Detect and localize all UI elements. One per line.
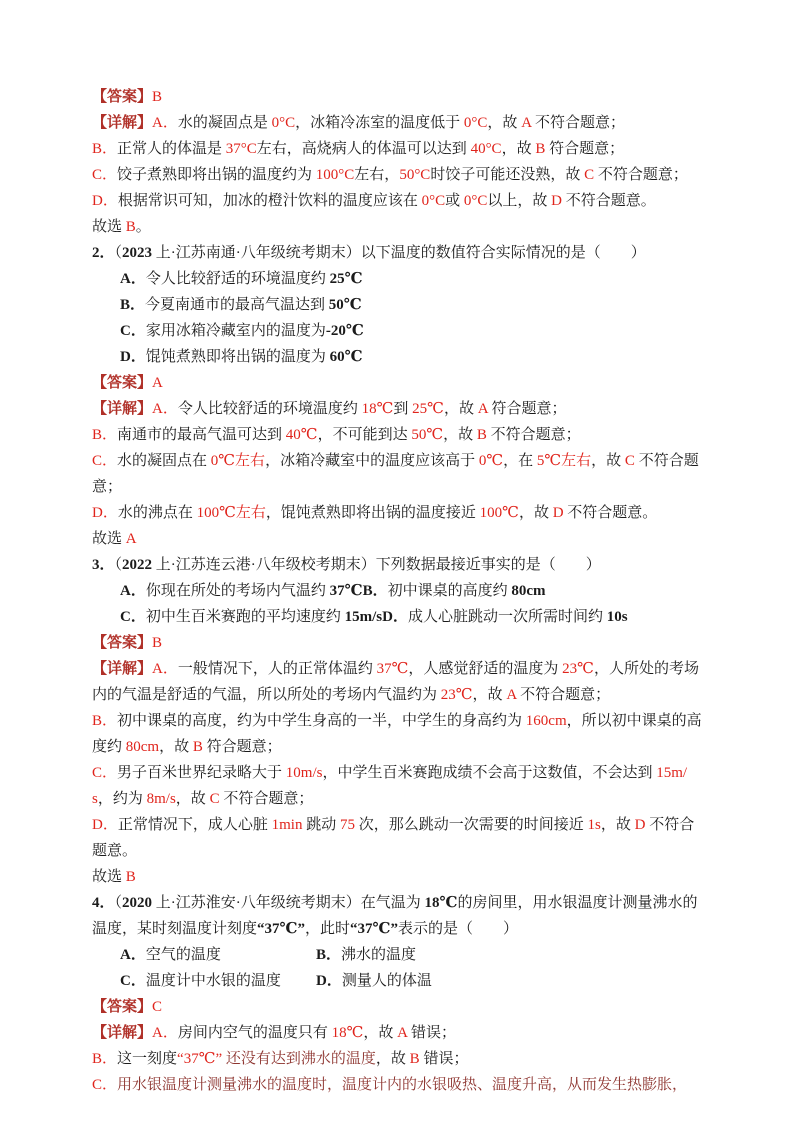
text-segment: 不符合题意； bbox=[594, 167, 688, 183]
text-segment: ，馄饨煮熟即将出锅的温度接近 bbox=[265, 505, 480, 521]
text-segment: ，人感觉舒适的温度为 bbox=[408, 661, 563, 677]
text-segment: 水的凝固点是 bbox=[177, 115, 272, 131]
text-segment: A． bbox=[120, 583, 146, 599]
text-segment: A bbox=[521, 115, 532, 131]
question-stem-q3 bbox=[92, 552, 706, 578]
text-segment: 南通市的最高气温可达到 bbox=[117, 427, 286, 443]
text-segment: 2022 bbox=[122, 557, 153, 573]
text-segment: ，故 bbox=[518, 505, 553, 521]
text-segment: 0°C bbox=[271, 115, 296, 131]
text-segment: 37℃ bbox=[329, 583, 363, 599]
text-segment: 左右，高烧病人的体温可以达到 bbox=[256, 141, 471, 157]
text-segment: 50℃ bbox=[328, 297, 362, 313]
text-segment: 令人比较舒适的环境温度约 bbox=[145, 271, 330, 287]
text-segment: 不符合题意； bbox=[92, 453, 699, 495]
text-segment: ，故 bbox=[363, 1025, 398, 1041]
text-segment: 23℃ bbox=[440, 687, 473, 703]
explanation-q3-c bbox=[92, 760, 706, 812]
text-segment: 上·江苏淮安·八年级统考期末）在气温为 bbox=[152, 895, 425, 911]
text-segment: 左右， bbox=[354, 167, 400, 183]
explanation-q2-d bbox=[92, 500, 706, 526]
text-segment: ，故 bbox=[375, 1051, 410, 1067]
text-segment: D bbox=[551, 193, 563, 209]
text-segment: 75 bbox=[339, 817, 355, 833]
question-stem-q2 bbox=[92, 240, 706, 266]
text-segment: 根据常识可知，加冰的橙汁饮料的温度应该在 bbox=[117, 193, 422, 209]
text-segment: 2023 bbox=[122, 245, 153, 261]
option-q2-a bbox=[92, 266, 706, 292]
answer-label-q3 bbox=[92, 630, 706, 656]
answer-label-q1 bbox=[92, 84, 706, 110]
text-segment: 1min bbox=[271, 817, 303, 833]
text-segment: 饺子煮熟即将出锅的温度约为 bbox=[117, 167, 316, 183]
text-segment: 4． bbox=[92, 895, 115, 911]
text-segment: A． bbox=[152, 115, 178, 131]
text-segment: B． bbox=[92, 141, 118, 157]
text-segment: ，故 bbox=[175, 791, 210, 807]
text-segment: B． bbox=[120, 297, 146, 313]
text-segment: ，此时 bbox=[305, 921, 351, 937]
text-segment: C． bbox=[120, 609, 146, 625]
option-row-q3-ab bbox=[92, 578, 706, 604]
text-segment: （ bbox=[114, 245, 123, 261]
text-segment: ，故 bbox=[472, 687, 507, 703]
text-segment: D． bbox=[316, 973, 342, 989]
text-segment: 表示的是（ ） bbox=[398, 921, 519, 937]
option-row-q4-ab bbox=[92, 942, 706, 968]
text-segment: B bbox=[476, 427, 487, 443]
text-segment: 不符合题意。 bbox=[92, 817, 695, 859]
text-segment: B bbox=[125, 869, 136, 885]
text-segment: D． bbox=[92, 505, 118, 521]
text-segment: 。 bbox=[135, 219, 151, 235]
text-segment: 不符合题意； bbox=[531, 115, 625, 131]
text-segment: 0℃ bbox=[478, 453, 504, 469]
text-segment: 初中生百米赛跑的平均速度约 bbox=[145, 609, 345, 625]
text-segment: B bbox=[152, 89, 163, 105]
text-segment: 18℃ bbox=[424, 895, 458, 911]
text-segment: 50℃ bbox=[411, 427, 444, 443]
option-q2-b bbox=[92, 292, 706, 318]
text-segment: 37℃ bbox=[376, 661, 409, 677]
text-segment: 符合题意； bbox=[545, 141, 625, 157]
text-segment: B bbox=[192, 739, 203, 755]
text-segment: 故选 bbox=[92, 219, 126, 235]
text-segment: ，所以初中课桌的高度约 bbox=[92, 713, 702, 755]
text-segment: 测量人的体温 bbox=[341, 973, 432, 989]
text-segment: A bbox=[125, 531, 137, 547]
text-segment: 不符合题意； bbox=[486, 427, 581, 443]
text-segment: B． bbox=[92, 713, 118, 729]
text-segment: 【答案】 bbox=[92, 89, 153, 105]
answer-choice-q1 bbox=[92, 214, 706, 240]
text-segment: （ bbox=[114, 895, 123, 911]
text-segment: A bbox=[477, 401, 488, 417]
text-segment: -20℃ bbox=[325, 323, 364, 339]
explanation-q2-b bbox=[92, 422, 706, 448]
text-segment: B bbox=[409, 1051, 420, 1067]
text-segment: 用水银温度计测量沸水的温度时，温度计内的水银吸热、温度升高，从而发生热膨胀， bbox=[117, 1077, 688, 1093]
text-segment: ，中学生百米赛跑成绩不会高于这数值，不会达到 bbox=[322, 765, 657, 781]
text-segment: 18℃ bbox=[361, 401, 394, 417]
text-segment: 0°C bbox=[463, 115, 488, 131]
text-segment: C． bbox=[92, 765, 118, 781]
text-segment: D bbox=[634, 817, 646, 833]
explanation-q4-a bbox=[92, 1020, 706, 1046]
text-segment: C bbox=[624, 453, 635, 469]
text-segment: D bbox=[552, 505, 564, 521]
text-segment: 不符合题意。 bbox=[562, 193, 656, 209]
text-segment: 【详解】 bbox=[92, 115, 153, 131]
text-segment: ，故 bbox=[443, 427, 477, 443]
text-segment: 沸水的温度 bbox=[341, 947, 417, 963]
text-segment: 160cm bbox=[525, 713, 567, 729]
text-segment: 【详解】 bbox=[92, 1025, 153, 1041]
text-segment: ，人所处的考场内的气温是舒适的气温，所以所处的考场内气温约为 bbox=[92, 661, 699, 703]
text-segment: 60℃ bbox=[329, 349, 363, 365]
text-segment: 80cm bbox=[125, 739, 160, 755]
explanation-q1-c bbox=[92, 162, 706, 188]
text-segment: 1s bbox=[587, 817, 601, 833]
text-segment: 故选 bbox=[92, 869, 126, 885]
explanation-q1-b bbox=[92, 136, 706, 162]
text-segment: 到 bbox=[393, 401, 413, 417]
text-segment: 这一刻度 bbox=[117, 1051, 178, 1067]
text-segment: ，故 bbox=[600, 817, 635, 833]
text-segment: 上·江苏连云港·八年级校考期末）下列数据最接近事实的是（ ） bbox=[152, 557, 601, 573]
text-segment: ，故 bbox=[159, 739, 193, 755]
text-segment: 房间内空气的温度只有 bbox=[177, 1025, 332, 1041]
text-segment: “37℃” bbox=[177, 1051, 223, 1067]
text-segment: 50°C bbox=[399, 167, 431, 183]
text-segment: 一般情况下，人的正常体温约 bbox=[177, 661, 377, 677]
text-segment: “37℃” bbox=[350, 921, 398, 937]
answer-choice-q3 bbox=[92, 864, 706, 890]
text-segment: D． bbox=[92, 193, 118, 209]
text-segment: B bbox=[125, 219, 136, 235]
text-segment: D． bbox=[120, 349, 146, 365]
text-segment: 符合题意； bbox=[202, 739, 282, 755]
text-segment: （ bbox=[114, 557, 123, 573]
option-row-q4-cd bbox=[92, 968, 706, 994]
text-segment: 不符合题意； bbox=[516, 687, 611, 703]
text-segment: 上·江苏南通·八年级统考期末）以下温度的数值符合实际情况的是（ ） bbox=[152, 245, 646, 261]
text-segment: 次，那么跳动一次需要的时间接近 bbox=[354, 817, 588, 833]
text-segment: C． bbox=[92, 167, 118, 183]
text-segment: C bbox=[152, 999, 163, 1015]
text-segment: 空气的温度 bbox=[145, 947, 221, 963]
text-segment: ，不可能到达 bbox=[317, 427, 412, 443]
text-segment: 100℃左右 bbox=[196, 505, 266, 521]
answer-choice-q2 bbox=[92, 526, 706, 552]
text-segment: 令人比较舒适的环境温度约 bbox=[177, 401, 362, 417]
text-segment: 2020 bbox=[122, 895, 153, 911]
explanation-q2-a bbox=[92, 396, 706, 422]
text-segment: 馄饨煮熟即将出锅的温度为 bbox=[145, 349, 330, 365]
text-segment: B． bbox=[316, 947, 342, 963]
explanation-q4-b bbox=[92, 1046, 706, 1072]
text-segment: 不符合题意。 bbox=[563, 505, 658, 521]
text-segment: 你现在所处的考场内气温约 bbox=[145, 583, 330, 599]
text-segment: 18℃ bbox=[331, 1025, 364, 1041]
text-segment: C． bbox=[120, 973, 146, 989]
text-segment: 23℃ bbox=[562, 661, 594, 677]
text-segment: 40°C bbox=[470, 141, 502, 157]
explanation-q3-a bbox=[92, 656, 706, 708]
option-q4-c bbox=[120, 968, 316, 994]
text-segment: 错误； bbox=[419, 1051, 469, 1067]
question-stem-q4 bbox=[92, 890, 706, 942]
text-segment: 25℃ bbox=[412, 401, 444, 417]
option-q2-c bbox=[92, 318, 706, 344]
text-segment: 0℃左右 bbox=[210, 453, 266, 469]
text-segment: A． bbox=[152, 1025, 178, 1041]
text-segment: 时饺子可能还没熟，故 bbox=[430, 167, 585, 183]
text-segment: 温度计中水银的温度 bbox=[145, 973, 281, 989]
text-segment: 【详解】 bbox=[92, 401, 153, 417]
option-q3-d bbox=[382, 604, 627, 630]
text-segment: 15m/s bbox=[344, 609, 383, 625]
text-segment: C． bbox=[92, 1077, 118, 1093]
text-segment: 水的凝固点在 bbox=[117, 453, 211, 469]
text-segment: 0°C bbox=[463, 193, 488, 209]
text-segment: B． bbox=[362, 583, 388, 599]
text-segment: 正常人的体温是 bbox=[117, 141, 226, 157]
text-segment: 100°C bbox=[315, 167, 355, 183]
explanation-q3-b bbox=[92, 708, 706, 760]
text-segment: C bbox=[209, 791, 220, 807]
text-segment: 正常情况下，成人心脏 bbox=[117, 817, 272, 833]
option-q4-b bbox=[316, 942, 416, 968]
text-segment: ，在 bbox=[503, 453, 537, 469]
text-segment: A bbox=[397, 1025, 408, 1041]
text-segment: 错误； bbox=[407, 1025, 456, 1041]
text-segment: 初中课桌的高度约 bbox=[387, 583, 512, 599]
text-segment: 男子百米世界纪录略大于 bbox=[117, 765, 286, 781]
text-segment: 今夏南通市的最高气温达到 bbox=[145, 297, 329, 313]
text-segment: A bbox=[152, 375, 163, 391]
explanation-q4-c bbox=[92, 1072, 706, 1098]
text-segment: 不符合题意； bbox=[219, 791, 314, 807]
text-segment: C bbox=[584, 167, 595, 183]
text-segment: 的房间里，用水银温度计测量沸水的温度，某时刻温度计刻度 bbox=[92, 895, 698, 937]
text-segment: A． bbox=[120, 947, 146, 963]
document-content bbox=[92, 84, 706, 1098]
answer-label-q2 bbox=[92, 370, 706, 396]
text-segment: A． bbox=[152, 661, 178, 677]
text-segment: 跳动 bbox=[302, 817, 340, 833]
text-segment: 15m/s bbox=[92, 765, 688, 807]
text-segment: 3． bbox=[92, 557, 115, 573]
explanation-q2-c bbox=[92, 448, 706, 500]
text-segment: 40℃ bbox=[285, 427, 318, 443]
option-q2-d bbox=[92, 344, 706, 370]
answer-label-q4 bbox=[92, 994, 706, 1020]
option-q3-c bbox=[120, 604, 382, 630]
text-segment: 10m/s bbox=[285, 765, 323, 781]
explanation-q3-d bbox=[92, 812, 706, 864]
text-segment: B． bbox=[92, 427, 118, 443]
explanation-q1-d bbox=[92, 188, 706, 214]
text-segment: ，冰箱冷藏室中的温度应该高于 bbox=[265, 453, 479, 469]
text-segment: 100℃ bbox=[479, 505, 519, 521]
text-segment: 80cm bbox=[511, 583, 546, 599]
text-segment: 还没有达到沸水的温度 bbox=[222, 1051, 376, 1067]
text-segment: D． bbox=[92, 817, 118, 833]
text-segment: 【答案】 bbox=[92, 375, 153, 391]
text-segment: 初中课桌的高度，约为中学生身高的一半，中学生的身高约为 bbox=[117, 713, 526, 729]
text-segment: 故选 bbox=[92, 531, 126, 547]
text-segment: B bbox=[152, 635, 163, 651]
text-segment: ，故 bbox=[487, 115, 522, 131]
text-segment: 【详解】 bbox=[92, 661, 153, 677]
text-segment: A． bbox=[152, 401, 178, 417]
text-segment: 37°C bbox=[225, 141, 257, 157]
text-segment: B bbox=[535, 141, 546, 157]
option-row-q3-cd bbox=[92, 604, 706, 630]
text-segment: ，故 bbox=[443, 401, 478, 417]
text-segment: “37℃” bbox=[257, 921, 305, 937]
text-segment: A． bbox=[120, 271, 146, 287]
text-segment: ，冰箱冷冻室的温度低于 bbox=[295, 115, 464, 131]
text-segment: 8m/s bbox=[146, 791, 176, 807]
option-q4-a bbox=[120, 942, 316, 968]
text-segment: 成人心脏跳动一次所需时间约 bbox=[407, 609, 607, 625]
text-segment: 【答案】 bbox=[92, 635, 153, 651]
text-segment: 水的沸点在 bbox=[117, 505, 197, 521]
text-segment: 5℃左右 bbox=[536, 453, 592, 469]
text-segment: 符合题意； bbox=[487, 401, 567, 417]
explanation-q1-a bbox=[92, 110, 706, 136]
text-segment: ，故 bbox=[591, 453, 625, 469]
option-q4-d bbox=[316, 968, 432, 994]
text-segment: 2． bbox=[92, 245, 115, 261]
text-segment: 以上，故 bbox=[487, 193, 552, 209]
option-q3-a bbox=[120, 578, 363, 604]
text-segment: C． bbox=[92, 453, 118, 469]
text-segment: B． bbox=[92, 1051, 118, 1067]
text-segment: A bbox=[506, 687, 517, 703]
text-segment: 或 bbox=[445, 193, 464, 209]
text-segment: 家用冰箱冷藏室内的温度为 bbox=[145, 323, 326, 339]
text-segment: ，故 bbox=[501, 141, 536, 157]
text-segment: 10s bbox=[606, 609, 628, 625]
text-segment: 0°C bbox=[421, 193, 446, 209]
text-segment: D． bbox=[382, 609, 408, 625]
text-segment: 25℃ bbox=[329, 271, 363, 287]
option-q3-b bbox=[363, 578, 546, 604]
text-segment: ，约为 bbox=[97, 791, 147, 807]
text-segment: C． bbox=[120, 323, 146, 339]
text-segment: 【答案】 bbox=[92, 999, 153, 1015]
